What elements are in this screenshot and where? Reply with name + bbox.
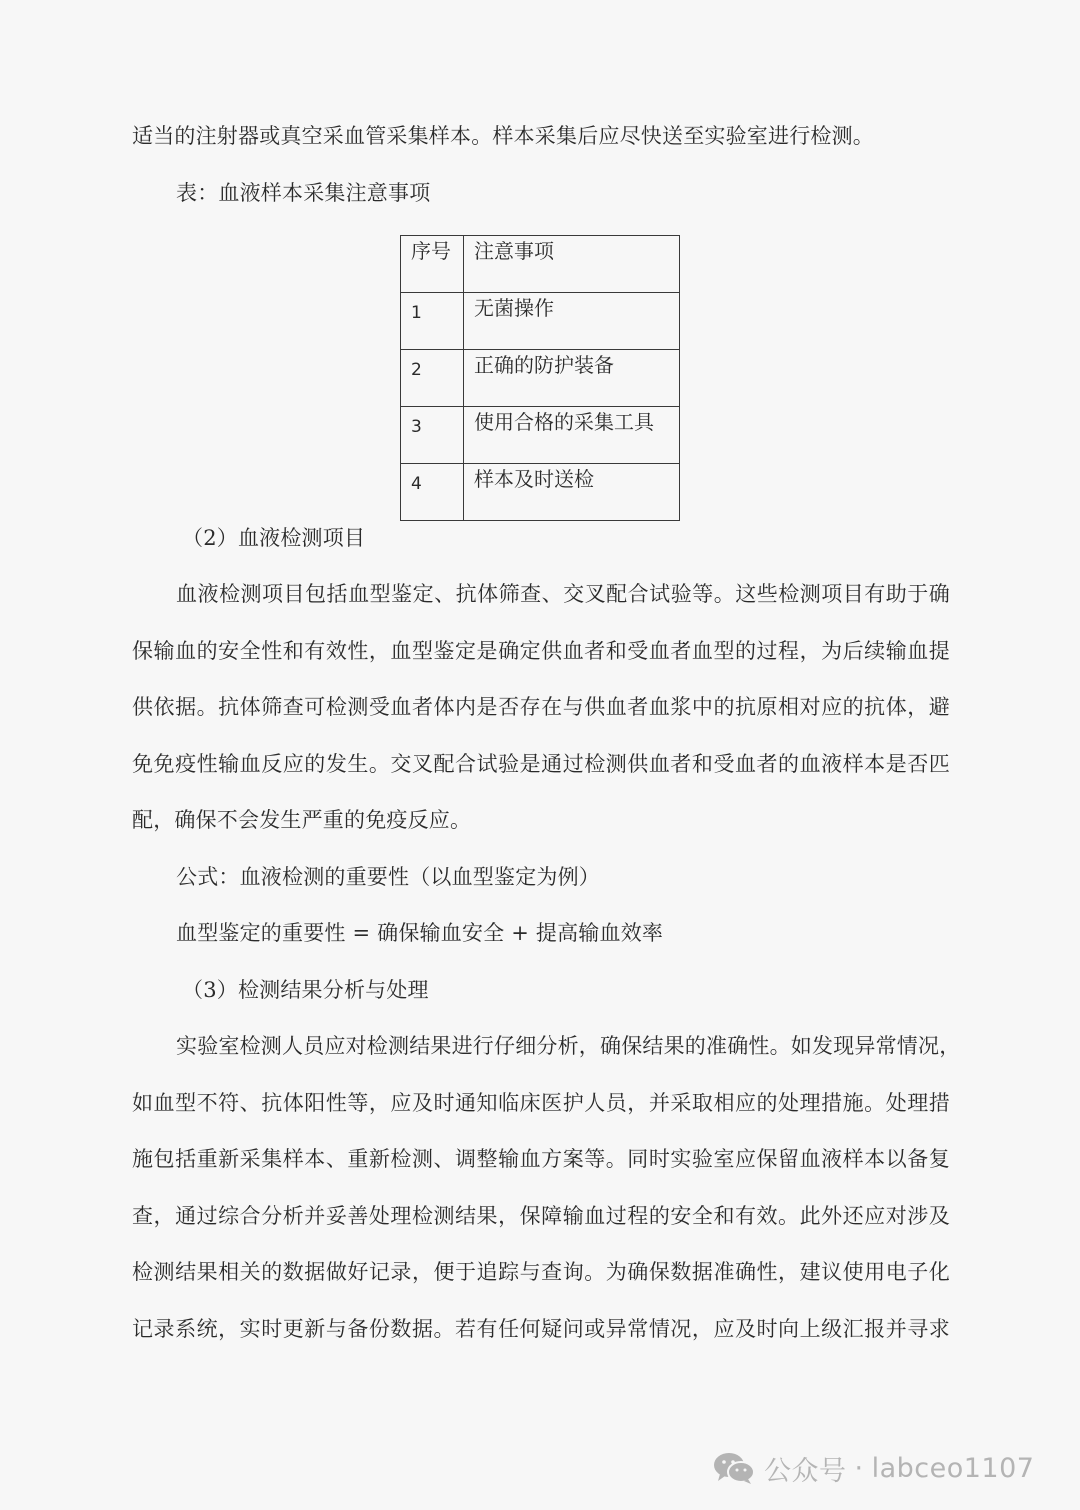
notes-table — [400, 235, 680, 521]
section-2-line: 配，确保不会发生严重的免疫反应。 — [132, 808, 472, 832]
watermark-label: 公众号 — [764, 1455, 847, 1487]
table-cell-note: 使用合格的采集工具 — [464, 407, 680, 464]
section-3-line: 检测结果相关的数据做好记录，便于追踪与查询。为确保数据准确性，建议使用电子化 — [132, 1260, 950, 1284]
section-3-line: 施包括重新采集样本、重新检测、调整输血方案等。同时实验室应保留血液样本以备复 — [132, 1147, 950, 1171]
section-3-line: 如血型不符、抗体阳性等，应及时通知临床医护人员，并采取相应的处理措施。处理措 — [132, 1091, 950, 1115]
section-3-line: 查，通过综合分析并妥善处理检测结果，保障输血过程的安全和有效。此外还应对涉及 — [132, 1204, 950, 1228]
table-row — [401, 407, 680, 464]
section-2-line: 血液检测项目包括血型鉴定、抗体筛查、交叉配合试验等。这些检测项目有助于确 — [176, 582, 950, 606]
table-header-cell: 注意事项 — [464, 236, 680, 293]
formula: 血型鉴定的重要性 = 确保输血安全 + 提高输血效率 — [176, 921, 664, 945]
section-2-line: 供依据。抗体筛查可检测受血者体内是否存在与供血者血浆中的抗原相对应的抗体，避 — [132, 695, 950, 719]
watermark — [712, 1448, 1034, 1488]
table-cell-number: 4 — [401, 464, 464, 521]
section-2-line: 免免疫性输血反应的发生。交叉配合试验是通过检测供血者和受血者的血液样本是否匹 — [132, 752, 950, 776]
table-row — [401, 350, 680, 407]
section-3-title: （3）检测结果分析与处理 — [182, 978, 429, 1002]
table-cell-number: 1 — [401, 293, 464, 350]
table-header-row — [401, 236, 680, 293]
table-row — [401, 464, 680, 521]
table-cell-note: 正确的防护装备 — [464, 350, 680, 407]
table-caption: 表：血液样本采集注意事项 — [176, 181, 431, 205]
formula-label: 公式：血液检测的重要性（以血型鉴定为例） — [176, 865, 600, 889]
table-row — [401, 293, 680, 350]
table-cell-number: 3 — [401, 407, 464, 464]
section-3-line: 记录系统，实时更新与备份数据。若有任何疑问或异常情况，应及时向上级汇报并寻求 — [132, 1317, 950, 1341]
section-2-title: （2）血液检测项目 — [182, 526, 366, 550]
section-3-line: 实验室检测人员应对检测结果进行仔细分析，确保结果的准确性。如发现异常情况， — [176, 1034, 961, 1058]
table-cell-number: 2 — [401, 350, 464, 407]
table-cell-note: 样本及时送检 — [464, 464, 680, 521]
section-2-line: 保输血的安全性和有效性，血型鉴定是确定供血者和受血者血型的过程，为后续输血提 — [132, 639, 950, 663]
paragraph-1-tail: 适当的注射器或真空采血管采集样本。样本采集后应尽快送至实验室进行检测。 — [132, 124, 874, 148]
wechat-icon — [712, 1451, 756, 1485]
watermark-separator: · — [854, 1452, 864, 1484]
table-header-cell: 序号 — [401, 236, 464, 293]
watermark-account: labceo1107 — [871, 1452, 1035, 1484]
table-cell-note: 无菌操作 — [464, 293, 680, 350]
